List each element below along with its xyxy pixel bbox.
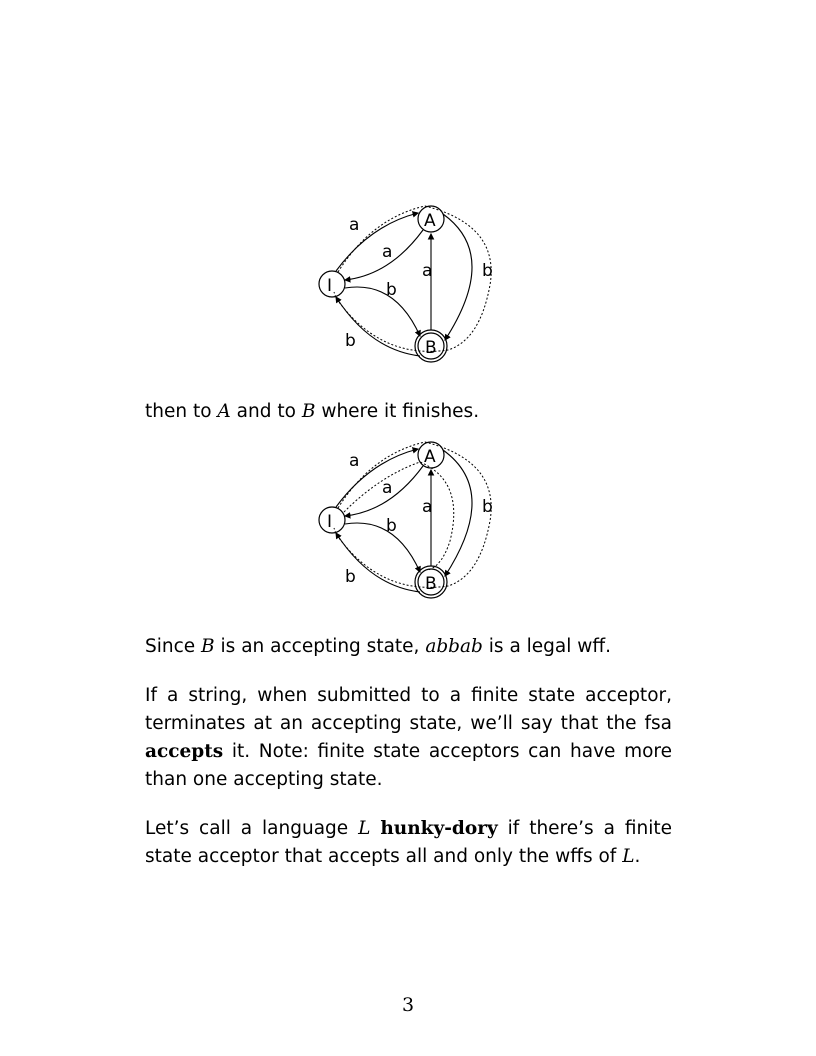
edge-label-i-to-b: b xyxy=(386,516,397,536)
paragraph-accepting-state: Since B is an accepting state, abbab is a legal wff. xyxy=(145,636,612,657)
edge-label-a-to-i: a xyxy=(382,478,393,498)
math-string-abbab: abbab xyxy=(425,636,483,657)
edge-label-i-to-b: b xyxy=(386,280,397,300)
edge-label-a-to-b: b xyxy=(482,497,493,517)
math-var-l: L xyxy=(358,818,371,839)
page-number: 3 xyxy=(401,994,415,1016)
edge-label-a-to-i: a xyxy=(382,242,393,262)
math-var-l: L xyxy=(622,846,635,867)
paragraph-accepts-definition: If a string, when submitted to a finite state acceptor, terminates at an accepting state, we’ll say that the fsa accepts it. Note: finite state acceptors can have more than one accepting state. xyxy=(145,685,672,790)
state-b-label: B xyxy=(425,338,437,358)
term-hunky-dory: hunky-dory xyxy=(380,818,498,839)
math-var-a: A xyxy=(217,401,231,422)
state-a-label: A xyxy=(424,447,436,467)
edge-label-b-to-a: a xyxy=(422,497,433,517)
edge-a-to-b xyxy=(443,214,472,340)
state-i-label: I xyxy=(327,276,333,296)
math-var-b: B xyxy=(201,636,215,657)
edge-label-i-to-a: a xyxy=(349,451,360,471)
edge-label-i-to-a: a xyxy=(349,215,360,235)
edge-i-to-b xyxy=(345,287,420,336)
edge-label-b-to-i: b xyxy=(345,567,356,587)
fsa-diagram-2 xyxy=(300,436,510,601)
fsa-diagram-1 xyxy=(300,200,510,365)
edge-label-b-to-a: a xyxy=(422,261,433,281)
paragraph-hunky-dory-definition: Let’s call a language L hunky-dory if there’s a finite state acceptor that accepts all and only the wffs of L. xyxy=(145,818,672,867)
paragraph-then-to-a-and-b: then to A and to B where it finishes. xyxy=(145,401,480,422)
state-i-label: I xyxy=(327,512,333,532)
edge-label-a-to-b: b xyxy=(482,261,493,281)
edge-label-b-to-i: b xyxy=(345,331,356,351)
state-a-label: A xyxy=(424,211,436,231)
fsa-diagram-1-svg xyxy=(300,200,510,365)
trace-path-inner xyxy=(344,462,454,570)
state-b-label: B xyxy=(425,574,437,594)
edge-a-to-b xyxy=(443,450,472,576)
fsa-diagram-2-svg xyxy=(300,436,510,601)
edge-i-to-b xyxy=(345,523,420,572)
math-var-b: B xyxy=(301,401,316,422)
term-accepts: accepts xyxy=(145,741,224,762)
